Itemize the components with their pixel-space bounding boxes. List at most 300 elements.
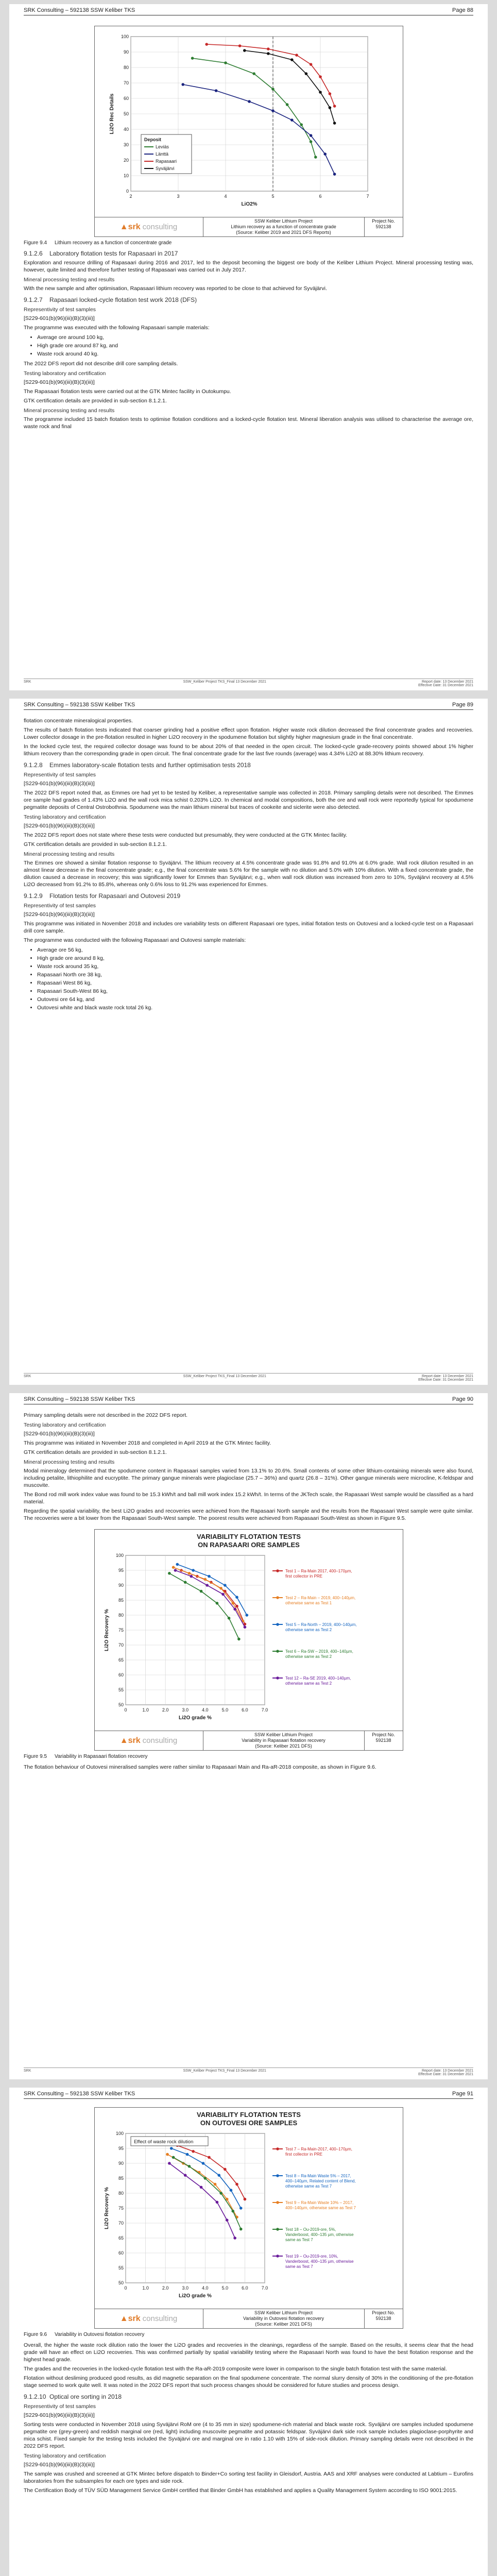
project-no-label: Project No. <box>372 1732 395 1737</box>
y-tick-label: 55 <box>118 1687 124 1692</box>
paragraph: The results of batch flotation tests indicated that coarser grinding had a positive effect upon flotation. Higher waste rock dilution decreased the final concentrate grades and recoveries. Lower collector dosage in the pre-flotation resulted in higher Li2O recovery in the spodumene flotation but slightly higher magnesium grade in the final concentrate. <box>24 727 473 740</box>
y-tick-label: 20 <box>123 158 129 163</box>
subheading: Representivity of test samples <box>24 903 96 909</box>
x-tick-label: 0 <box>124 2285 127 2291</box>
data-point <box>187 2165 191 2168</box>
regulation-ref: [S229-601(b)(96)(iii)(B)(3)(iii)] <box>24 911 95 918</box>
legend-marker <box>276 1623 279 1626</box>
paragraph: Primary sampling details were not described in the 2022 DFS report. <box>24 1412 188 1418</box>
header-page: Page 88 <box>452 7 473 13</box>
header-page: Page 91 <box>452 2091 473 2097</box>
subheading: Representivity of test samples <box>24 307 96 313</box>
data-point <box>181 83 184 86</box>
paragraph: Flotation without desliming produced good results, as did magnetic separation on the final spodumene concentrate. The normal slurry density of 30% in the conditioning of the pre-flotation stage seemed to work quite well. It was noted in the 2022 DFS report that such process changes should be considered for future studies and process design. <box>24 2375 473 2388</box>
paragraph: The Emmes ore showed a similar flotation response to Syväjärvi. The lithium recovery at 4.5% concentrate grade was 91.8% and 91.0% at 6.0% grade. Wall rock dilution resulted in an almost linear decrease in the final concentrate grade; e.g., the final concentrate was 5.6% for the sample with no dilution and 5.0% with 10% dilution. With a fixed concentrate grade, the dilution caused a decrease in recovery; this was significantly lower for Emmes than Syväjärvi; e.g., when wall rock dilution was increased from zero to 10%, Syväjärvi recovery at 4.5% Li2O decreased from 91.2% to 85.8%, whereas only 0.6% loss to 91.2% was experienced for Emmes. <box>24 860 473 888</box>
paragraph: Overall, the higher the waste rock dilution ratio the lower the Li2O grades and recoveries in the cleanings, regardless of the sample. Based on the results, it seems clear that the head grade will have an effect on Li2O recoveries. This was confirmed partially by spatial variability testing where the Rapasaari North was found to have the best flotation response and the highest head grade. <box>24 2342 473 2363</box>
data-point <box>239 2207 242 2210</box>
caption-text: Lithium recovery as a function of concentrate grade <box>55 240 172 246</box>
section-number: 9.1.2.6 <box>24 250 43 257</box>
y-tick-label: 85 <box>118 2176 124 2181</box>
y-tick-label: 80 <box>118 1613 124 1618</box>
paragraph: Exploration and resource drilling of Rapasaari during 2016 and 2017, led to the deposit becoming the biggest ore body of the Keliber Lithium Project. Mineral processing testing was, however, quite limited and therefore further testing of Rapasaari was carried out in July 2017. <box>24 260 473 273</box>
y-tick-label: 90 <box>123 49 129 55</box>
data-point <box>271 109 275 112</box>
data-point <box>213 2183 216 2186</box>
data-point <box>290 118 294 122</box>
y-tick-label: 30 <box>123 142 129 147</box>
x-tick-label: 2 <box>129 194 132 199</box>
section-number: 9.1.2.10 <box>24 2393 46 2400</box>
project-no: 592138 <box>375 2316 391 2321</box>
fig-foot-line3: (Source: Keliber 2021 DFS) <box>255 1743 312 1749</box>
data-point <box>333 173 336 176</box>
data-point <box>176 1563 179 1566</box>
fig1-chart <box>95 26 403 217</box>
data-point <box>201 2162 204 2165</box>
data-point <box>237 1638 241 1641</box>
x-tick-label: 7 <box>366 194 369 199</box>
paragraph: The programme was executed with the following Rapasaari sample materials: <box>24 325 210 331</box>
caption-label: Figure 9.4 <box>24 240 47 246</box>
project-no: 592138 <box>375 224 391 229</box>
paragraph: The Rapasaari flotation tests were carried out at the GTK Mintec facility in Outokumpu. <box>24 388 231 395</box>
fig-foot-line3: (Source: Keliber 2019 and 2021 DFS Reports) <box>236 230 331 235</box>
y-tick-label: 75 <box>118 2206 124 2211</box>
page-header <box>24 699 473 710</box>
data-point <box>333 105 336 108</box>
legend-title: Deposit <box>144 137 161 142</box>
x-tick-label: 3.0 <box>181 1707 188 1713</box>
subheading: Mineral processing testing and results <box>24 1459 115 1465</box>
project-no-label: Project No. <box>372 218 395 224</box>
data-point <box>191 57 194 60</box>
x-tick-label: 2.0 <box>162 1707 168 1713</box>
x-tick-label: 0 <box>124 1707 127 1713</box>
regulation-ref: [S229-601(b)(96)(iii)(B)(3)(iii)] <box>24 1431 95 1437</box>
paragraph: In the locked cycle test, the required collector dosage was found to be about 20% of that needed in the open circuit. The locked-cycle grade-recovery points showed about 1% higher lithium recovery than the corresponding grade in open circuit. The final concentrate grade for the last five rounds (average) was 4.34% Li2O at 88.30% lithium recovery. <box>24 743 473 757</box>
y-tick-label: 70 <box>118 2221 124 2226</box>
data-point <box>215 2201 218 2204</box>
data-point <box>309 140 312 143</box>
x-axis-label: Li2O grade % <box>178 2293 212 2299</box>
regulation-ref: [S229-601(b)(96)(iii)(B)(3)(iii)] <box>24 315 95 321</box>
data-point <box>174 1569 177 1572</box>
paragraph: The Certification Body of TÜV SÜD Management Service GmbH certified that Binder GmbH has established and applies a Quality Management System according to ISO 9001:2015. <box>24 2487 457 2494</box>
legend-label: Test 6 – Ra-SW – 2019, 400–140µm, otherwise same as Test 2 <box>285 1649 353 1659</box>
header-left: SRK Consulting – 592138 SSW Keliber TKS <box>24 1396 135 1402</box>
list-item: • High grade ore around 8 kg, <box>37 954 473 962</box>
paragraph: This programme was initiated in November 2018 and includes ore variability tests on different Rapasaari ore types, initial flotation tests on Outovesi and a locked-cycle test on a Rapasaari drill core sample. <box>24 921 473 934</box>
figure-footer <box>94 1731 403 1751</box>
y-tick-label: 50 <box>123 111 129 116</box>
legend-label: Rapasaari <box>155 159 177 164</box>
data-point <box>243 49 246 52</box>
y-tick-label: 100 <box>115 2131 124 2136</box>
section-number: 9.1.2.8 <box>24 761 43 769</box>
data-point <box>166 2153 169 2156</box>
data-point <box>333 122 336 125</box>
footer-left: SRK <box>24 2069 31 2073</box>
data-point <box>309 63 312 66</box>
data-point <box>217 2174 220 2177</box>
footer-right2: Effective Date: 31 December 2021 <box>418 2073 473 2076</box>
sample-list <box>24 333 473 358</box>
page-88 <box>9 4 488 690</box>
data-point <box>243 1625 246 1629</box>
data-point <box>309 134 312 137</box>
data-point <box>190 1575 193 1578</box>
list-item: • Outovesi white and black waste rock total 26 kg. <box>37 1004 473 1012</box>
legend-marker <box>276 1569 279 1572</box>
y-tick-label: 80 <box>123 65 129 70</box>
section-heading <box>24 296 473 303</box>
list-item: • Outovesi ore 64 kg, and <box>37 995 473 1004</box>
header-page: Page 89 <box>452 702 473 708</box>
legend-label: Leviäs <box>155 144 169 149</box>
project-no: 592138 <box>375 1738 391 1743</box>
y-tick-label: 70 <box>123 80 129 86</box>
data-point <box>168 2162 171 2165</box>
data-point <box>300 123 303 126</box>
data-point <box>187 1572 191 1575</box>
caption-label: Figure 9.5 <box>24 1754 47 1759</box>
footer-right2: Effective Date: 31 December 2021 <box>418 1378 473 1382</box>
data-point <box>231 1602 234 1605</box>
section-heading <box>24 250 473 257</box>
data-point <box>192 2150 195 2153</box>
data-point <box>248 100 251 103</box>
page-footer <box>24 2067 473 2076</box>
x-tick-label: 5.0 <box>221 2285 228 2291</box>
data-point <box>168 1572 171 1575</box>
footer-center: SSW_Keliber Project TKS_Final 13 December 2021 <box>183 1375 266 1378</box>
data-point <box>219 1587 222 1590</box>
data-point <box>295 54 298 57</box>
data-point <box>229 2189 232 2192</box>
figure-title-2: ON RAPASAARI ORE SAMPLES <box>197 1541 300 1549</box>
data-point <box>221 1593 225 1596</box>
fig-foot-title: SSW Keliber Lithium Project <box>254 218 313 224</box>
x-tick-label: 4 <box>224 194 227 199</box>
legend-marker <box>276 2255 279 2258</box>
data-point <box>224 61 227 64</box>
data-point <box>208 1575 211 1578</box>
page-footer <box>24 1373 473 1382</box>
footer-center: SSW_Keliber Project TKS_Final 13 December 2021 <box>183 2069 266 2073</box>
legend-marker <box>276 2228 279 2231</box>
paragraph: flotation concentrate mineralogical properties. <box>24 718 133 724</box>
fig-foot-line2: Variability in Rapasaari flotation recovery <box>242 1738 325 1743</box>
header-left: SRK Consulting – 592138 SSW Keliber TKS <box>24 7 135 13</box>
section-title: Laboratory flotation tests for Rapasaari in 2017 <box>49 250 178 257</box>
data-point <box>183 1581 186 1584</box>
page-89 <box>9 699 488 1385</box>
legend-label: Test 1 – Ra-Main 2017, 400–170µm, first collector in PRE <box>285 1569 352 1579</box>
x-tick-label: 2.0 <box>162 2285 168 2291</box>
y-tick-label: 40 <box>123 127 129 132</box>
data-point <box>224 2168 227 2171</box>
section-heading <box>24 2393 473 2400</box>
sample-list <box>24 946 473 1012</box>
list-item: • Waste rock around 40 kg. <box>37 350 473 358</box>
list-item: • Rapasaari South-West 86 kg, <box>37 987 473 995</box>
subheading: Representivity of test samples <box>24 2403 96 2410</box>
legend-marker <box>276 2201 279 2204</box>
list-item: • Average ore around 100 kg, <box>37 333 473 342</box>
paragraph: This programme was initiated in November 2018 and completed in April 2019 at the GTK Mintec facility. <box>24 1440 271 1446</box>
x-tick-label: 1.0 <box>142 1707 149 1713</box>
header-page: Page 90 <box>452 1396 473 1402</box>
legend-label: Test 12 – Ra-SE 2019, 400–140µm, otherwise same as Test 2 <box>285 1676 351 1686</box>
data-point <box>267 47 270 50</box>
data-point <box>214 89 217 92</box>
figure-9-4 <box>94 26 403 237</box>
data-point <box>290 58 294 61</box>
data-point <box>203 1578 207 1581</box>
figure-title-1: VARIABILITY FLOTATION TESTS <box>196 1533 301 1540</box>
x-tick-label: 6.0 <box>241 2285 248 2291</box>
list-item: • Rapasaari North ore 38 kg, <box>37 971 473 979</box>
list-item: • Rapasaari West 86 kg, <box>37 979 473 987</box>
page-footer <box>24 679 473 687</box>
header-left: SRK Consulting – 592138 SSW Keliber TKS <box>24 2091 135 2097</box>
fig-foot-line2: Variability in Outovesi flotation recovery <box>243 2316 324 2321</box>
x-tick-label: 5.0 <box>221 1707 228 1713</box>
header-left: SRK Consulting – 592138 SSW Keliber TKS <box>24 702 135 708</box>
page-91 <box>9 2088 488 2576</box>
legend-label: Test 19 – Ou-2019-ore, 10%, Vanderboost, 400–135 µm, otherwise same as Test 7 <box>285 2254 354 2269</box>
srk-logo: ▲srk consulting <box>95 217 203 236</box>
legend-marker <box>276 2147 279 2150</box>
page-header <box>24 2088 473 2099</box>
page-header <box>24 1393 473 1404</box>
data-point <box>227 1617 230 1620</box>
data-point <box>231 2210 234 2213</box>
legend-label: Test 2 – Ra-Main – 2019, 400–140µm, otherwise same as Test 1 <box>285 1596 355 1605</box>
data-point <box>235 1596 238 1599</box>
caption-label: Figure 9.6 <box>24 2332 47 2337</box>
data-point <box>235 2183 238 2186</box>
x-axis-label: LiO2% <box>241 201 258 207</box>
data-point <box>239 2228 242 2231</box>
paragraph: The Bond rod mill work index value was found to be 15.3 kWh/t and ball mill work index 15.2 kWh/t. In terms of the JKTech scale, the Rapasaari West sample would be classified as a hard material. <box>24 1492 473 1505</box>
y-tick-label: 100 <box>115 1553 124 1558</box>
data-point <box>224 1584 227 1587</box>
x-tick-label: 7.0 <box>261 1707 268 1713</box>
subheading: Testing laboratory and certification <box>24 370 106 377</box>
paragraph: The programme was conducted with the following Rapasaari and Outovesi sample materials: <box>24 937 246 943</box>
paragraph: With the new sample and after optimisation, Rapasaari lithium recovery was reported to be close to that achieved for Syväjärvi. <box>24 285 327 292</box>
subheading: Testing laboratory and certification <box>24 1422 106 1428</box>
y-tick-label: 80 <box>118 2191 124 2196</box>
fig2-chart <box>95 1530 403 1731</box>
y-tick-label: 0 <box>126 189 129 194</box>
figure-footer <box>94 2309 403 2329</box>
regulation-ref: [S229-601(b)(96)(iii)(B)(3)(iii)] <box>24 379 95 385</box>
y-axis-label: Li2O Recovery % <box>104 2187 110 2229</box>
regulation-ref: [S229-601(b)(96)(iii)(B)(3)(iii)] <box>24 2462 95 2468</box>
y-tick-label: 60 <box>118 2250 124 2256</box>
list-item: • Average ore 56 kg, <box>37 946 473 954</box>
x-axis-label: Li2O grade % <box>178 1715 212 1721</box>
caption-text: Variability in Rapasaari flotation recovery <box>55 1754 148 1759</box>
y-tick-label: 95 <box>118 1568 124 1573</box>
y-tick-label: 65 <box>118 2235 124 2241</box>
regulation-ref: [S229-601(b)(96)(iii)(B)(3)(iii)] <box>24 2412 95 2418</box>
x-tick-label: 3 <box>176 194 180 199</box>
y-tick-label: 90 <box>118 2161 124 2166</box>
data-point <box>285 103 288 106</box>
section-title: Optical ore sorting in 2018 <box>49 2393 122 2400</box>
fig-foot-title: SSW Keliber Lithium Project <box>254 1732 313 1737</box>
paragraph: The grades and the recoveries in the locked-cycle flotation test with the Ra-aR-2019 composite were lower in comparison to the single batch flotation test with the same material. <box>24 2366 447 2372</box>
figure-title-1: VARIABILITY FLOTATION TESTS <box>196 2111 301 2119</box>
legend-marker <box>276 1596 279 1599</box>
fig-foot-line3: (Source: Keliber 2021 DFS) <box>255 2321 312 2327</box>
data-point <box>205 43 208 46</box>
section-title: Flotation tests for Rapasaari and Outovesi 2019 <box>49 892 181 900</box>
y-tick-label: 50 <box>118 2280 124 2285</box>
x-tick-label: 5 <box>271 194 275 199</box>
figure-caption <box>24 2332 473 2337</box>
list-item: • High grade ore around 87 kg, and <box>37 342 473 350</box>
legend-label: Test 8 – Ra-Main Waste 5% – 2017, 400–140µm, Related content of Blend, otherwise same as Test 7 <box>285 2174 356 2189</box>
data-point <box>323 152 327 156</box>
y-tick-label: 65 <box>118 1657 124 1663</box>
data-point <box>172 1566 175 1569</box>
section-title: Rapasaari locked-cycle flotation test work 2018 (DFS) <box>49 296 197 303</box>
data-point <box>252 72 255 75</box>
figure-footer <box>94 217 403 237</box>
footer-center: SSW_Keliber Project TKS_Final 13 December 2021 <box>183 680 266 684</box>
x-tick-label: 1.0 <box>142 2285 149 2291</box>
page-90 <box>9 1393 488 2079</box>
srk-logo: ▲srk consulting <box>95 1731 203 1750</box>
fig-foot-title: SSW Keliber Lithium Project <box>254 2310 313 2315</box>
data-point <box>328 92 331 95</box>
paragraph: The flotation behaviour of Outovesi mineralised samples were rather similar to Rapasaari Main and Ra-aR-2018 composite, as shown in Figure 9.6. <box>24 1764 376 1770</box>
data-point <box>169 2147 173 2150</box>
data-point <box>328 106 331 109</box>
paragraph: The programme included 15 batch flotation tests to optimise flotation conditions and a locked-cycle flotation test. Mineral liberation analysis was utilised to characterise the average ore, waste rock and final <box>24 416 473 430</box>
page-header <box>24 4 473 15</box>
footer-right1: Report date: 13 December 2021 <box>421 1375 473 1378</box>
paragraph: GTK certification details are provided in sub-section 8.1.2.1. <box>24 841 167 848</box>
legend-label: Test 5 – Ra-North – 2019, 400–140µm, otherwise same as Test 2 <box>285 1622 356 1632</box>
legend-label: Test 7 – Ra-Main-2017, 400–170µm, first collector in PRE <box>285 2147 352 2157</box>
legend-label: Länttä <box>155 151 168 157</box>
fig-foot-line2: Lithium recovery as a function of concentrate grade <box>231 224 336 229</box>
y-tick-label: 70 <box>118 1642 124 1648</box>
y-tick-label: 90 <box>118 1583 124 1588</box>
y-tick-label: 75 <box>118 1628 124 1633</box>
data-point <box>235 1605 238 1608</box>
footer-right1: Report date: 13 December 2021 <box>421 2069 473 2073</box>
footer-right2: Effective Date: 31 December 2021 <box>418 684 473 687</box>
data-point <box>319 75 322 78</box>
legend-marker <box>276 1650 279 1653</box>
y-axis-label: Li2O Rec Details <box>109 93 115 134</box>
figure-title-2: ON OUTOVESI ORE SAMPLES <box>200 2119 297 2127</box>
data-point <box>183 2174 186 2177</box>
y-tick-label: 60 <box>118 1672 124 1677</box>
data-point <box>219 2192 222 2195</box>
regulation-ref: [S229-601(b)(96)(iii)(B)(3)(iii)] <box>24 781 95 787</box>
paragraph: Modal mineralogy determined that the spodumene content in Rapasaari samples varied from 13.1% to 20.6%. Small contents of some other lithium-containing minerals were also found, including petalite, lithiophilite and eucryptite. The primary gangue minerals were plagioclase (25.7 – 36%) and quartz (26.8 – 31%). Other gangue minerals were microcline, K-feldspar and muscovite. <box>24 1468 473 1488</box>
paragraph: The sample was crushed and screened at GTK Mintec before dispatch to Binder+Co sorting test facility in Gleisdorf, Austria. AAS and XRF analyses were conducted at Labtium – Eurofins laboratories from the subsamples for each ore types and side rock. <box>24 2471 473 2484</box>
section-number: 9.1.2.7 <box>24 296 43 303</box>
section-heading <box>24 892 473 900</box>
data-point <box>304 72 307 75</box>
legend-label: Test 18 – Ou-2019-ore, 5%, Vanderboost, 400–135 µm, otherwise same as Test 7 <box>285 2227 354 2242</box>
y-tick-label: 100 <box>121 34 129 39</box>
legend-marker <box>276 1676 279 1680</box>
subheading: Representivity of test samples <box>24 772 96 778</box>
data-point <box>319 91 322 94</box>
figure-caption <box>24 1754 473 1759</box>
y-tick-label: 95 <box>118 2146 124 2151</box>
data-point <box>208 2156 211 2159</box>
paragraph: The 2022 DFS report noted that, as Emmes ore had yet to be tested by Keliber, a representative sample was collected in 2018. Primary sampling details were not described. The Emmes ore sample had grades of 1.43% Li2O and the wall rock mica schist 0.203% Li2O. In chemical and modal compositions, both the ore and wall rock were reportedly typical for spodumene pegmatite deposits of Central Ostrobothnia. Spodumene was the main lithium mineral but traces of cookeite and siclerite were also detected. <box>24 790 473 810</box>
y-tick-label: 85 <box>118 1598 124 1603</box>
figure-caption <box>24 240 473 246</box>
footer-left: SRK <box>24 1375 31 1378</box>
data-point <box>233 1608 236 1611</box>
annotation-label: Effect of waste rock dilution <box>133 2139 193 2145</box>
x-tick-label: 3.0 <box>181 2285 188 2291</box>
paragraph: GTK certification details are provided in sub-section 8.1.2.1. <box>24 398 167 404</box>
srk-logo: ▲srk consulting <box>95 2309 203 2328</box>
data-point <box>233 2236 236 2240</box>
subheading: Testing laboratory and certification <box>24 814 106 820</box>
x-tick-label: 6 <box>318 194 322 199</box>
subheading: Mineral processing testing and results <box>24 851 115 857</box>
list-item: • Waste rock around 35 kg, <box>37 962 473 971</box>
data-point <box>203 2177 207 2180</box>
section-title: Emmes laboratory-scale flotation tests and further optimisation tests 2018 <box>49 761 251 769</box>
subheading: Testing laboratory and certification <box>24 2453 106 2459</box>
caption-text: Variability in Outovesi flotation recovery <box>55 2332 145 2337</box>
fig3-chart <box>95 2108 403 2309</box>
data-point <box>225 2218 228 2222</box>
data-point <box>205 1584 209 1587</box>
subheading: Mineral processing testing and results <box>24 408 115 414</box>
data-point <box>267 52 270 55</box>
y-tick-label: 60 <box>123 96 129 101</box>
data-point <box>314 156 317 159</box>
y-tick-label: 10 <box>123 173 129 178</box>
data-point <box>192 1569 195 1572</box>
paragraph: Regarding the spatial variability, the best Li2O grades and recoveries were achieved from the Rapasaari North sample and the results from the Rapasaari West sample were quite similar. The recoveries were a bit lower from the Rapasaari South-West sample. The poorest results were achieved from Rapasaari South-West as shown in Figure 9.5. <box>24 1508 473 1521</box>
paragraph: The 2022 DFS report does not state where these tests were conducted but presumably, they were conducted at the GTK Mintec facility. <box>24 832 348 838</box>
section-heading <box>24 761 473 769</box>
project-no-label: Project No. <box>372 2310 395 2315</box>
paragraph: The 2022 DFS report did not describe drill core sampling details. <box>24 361 178 367</box>
legend-label: Syväjärvi <box>155 166 175 171</box>
legend-marker <box>276 2174 279 2177</box>
data-point <box>245 1614 248 1617</box>
paragraph: Sorting tests were conducted in November 2018 using Syväjärvi RoM ore (4 to 35 mm in size) spodumene-rich material and black waste rock. Syväjärvi ore samples included spodumene pegmatite ore (grey-green) and reddish marginal ore (red, light) including muscovite pegmatite and potassic feldspar. Syväjärvi dark side rock sample includes plagioclase-porphyrite and mica schist. Fixed sample for the testing tests included the Syväjärvi ore and marginal ore in ratio 1.10 with 15% of side-rock dilution. Primary sampling details were not described in the 2022 DFS report. <box>24 2421 473 2449</box>
y-axis-label: Li2O Recovery % <box>104 1609 110 1651</box>
y-tick-label: 55 <box>118 2265 124 2270</box>
y-tick-label: 50 <box>118 1702 124 1707</box>
figure-9-5 <box>94 1529 403 1751</box>
x-tick-label: 6.0 <box>241 1707 248 1713</box>
x-tick-label: 4.0 <box>201 2285 209 2291</box>
subheading: Mineral processing testing and results <box>24 277 115 283</box>
figure-9-6 <box>94 2107 403 2329</box>
data-point <box>172 2156 175 2159</box>
